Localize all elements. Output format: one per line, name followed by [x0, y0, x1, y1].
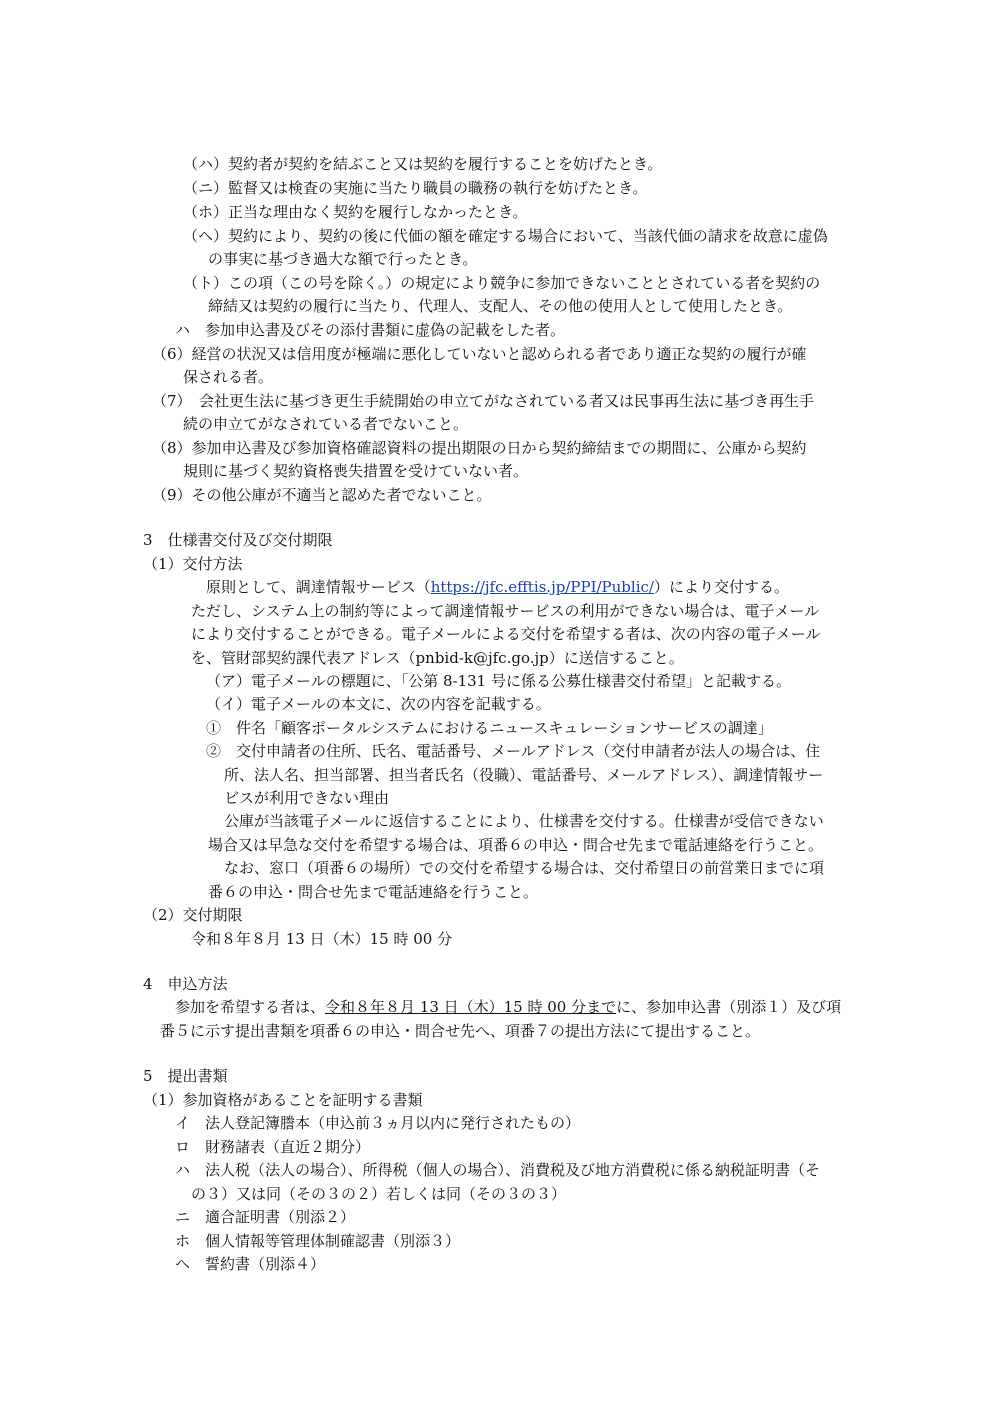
item-to-line1: （ト）この項（この号を除く。）の規定により競争に参加できないこととされている者を契約の	[183, 274, 821, 292]
item-8-line2: 規則に基づく契約資格喪失措置を受けていない者。	[183, 462, 529, 480]
para-text: 参加を希望する者は、	[175, 998, 326, 1016]
item-ho: （ホ）正当な理由なく契約を履行しなかったとき。	[183, 203, 528, 221]
section-3-para-line3: により交付することができる。電子メールによる交付を希望する者は、次の内容の電子メール	[191, 625, 821, 643]
para-text: に、参加申込書（別添１）及び項	[616, 998, 842, 1016]
doc-item-ro: ロ 財務諸表（直近２期分）	[175, 1138, 371, 1156]
section-5-heading: 5 提出書類	[143, 1067, 228, 1085]
item-to-line2: 締結又は契約の履行に当たり、代理人、支配人、その他の使用人として使用したとき。	[208, 297, 793, 315]
doc-item-ni: ニ 適合証明書（別添２）	[175, 1208, 356, 1226]
email-item-2-line2: 所、法人名、担当部署、担当者氏名（役職）、電話番号、メールアドレス）、調達情報サー	[224, 766, 824, 784]
doc-item-he: ヘ 誓約書（別添４）	[175, 1255, 326, 1273]
email-item-2-line1: ② 交付申請者の住所、氏名、電話番号、メールアドレス（交付申請者が法人の場合は、住	[206, 742, 821, 760]
window-para-line1: なお、窓口（項番６の場所）での交付を希望する場合は、交付希望日の前営業日までに項	[224, 859, 825, 877]
doc-item-ha-line1: ハ 法人税（法人の場合）、所得税（個人の場合）、消費税及び地方消費税に係る納税証明書（そ	[175, 1161, 821, 1179]
section-4-heading: 4 申込方法	[143, 975, 228, 993]
item-8-line1: （8）参加申込書及び参加資格確認資料の提出期限の日から契約締結までの期間に、公庫から契約	[152, 439, 807, 457]
item-katakana-ha: ハ 参加申込書及びその添付書類に虚偽の記載をした者。	[175, 321, 566, 339]
item-he-line1: （ヘ）契約により、契約の後に代価の額を確定する場合において、当該代価の請求を故意に虚偽	[183, 227, 828, 245]
doc-item-i: イ 法人登記簿謄本（申込前３ヵ月以内に発行されたもの）	[175, 1114, 581, 1132]
item-ni: （ニ）監督又は検査の実施に当たり職員の職務の執行を妨げたとき。	[183, 179, 648, 197]
procurement-service-link[interactable]: https://jfc.efftis.jp/PPI/Public/	[430, 578, 654, 596]
section-3-para-line2: ただし、システム上の制約等によって調達情報サービスの利用ができない場合は、電子メール	[191, 602, 820, 620]
doc-item-ha-line2: の３）又は同（その３の２）若しくは同（その３の３）	[191, 1185, 567, 1203]
email-item-2-line3: ビスが利用できない理由	[224, 789, 390, 807]
reply-para-line2: 場合又は早急な交付を希望する場合は、項番６の申込・問合せ先まで電話連絡を行うこと。	[208, 836, 824, 854]
window-para-line2: 番６の申込・問合せ先まで電話連絡を行うこと。	[208, 883, 539, 901]
section-5-sub1: （1）参加資格があることを証明する書類	[143, 1091, 423, 1109]
section-4-para-line2: 番５に示す提出書類を項番６の申込・問合せ先へ、項番７の提出方法にて提出すること。	[160, 1022, 761, 1040]
item-9: （9）その他公庫が不適当と認めた者でないこと。	[152, 486, 492, 504]
section-3-para-line1	[206, 576, 789, 598]
email-subject-instruction: （ア）電子メールの標題に、「公第 8-131 号に係る公募仕様書交付希望」と記載する。	[206, 672, 791, 690]
item-6-line2: 保される者。	[183, 368, 274, 386]
item-6-line1: （6）経営の状況又は信用度が極端に悪化していないと認められる者であり適正な契約の履行が確	[152, 345, 807, 363]
item-7-line2: 続の申立てがなされている者でないこと。	[183, 415, 469, 433]
section-3-sub1: （1）交付方法	[143, 555, 243, 573]
section-3-para-line4: を、管財部契約課代表アドレス（pnbid-k@jfc.go.jp）に送信すること。	[191, 649, 684, 667]
item-7-line1: （7） 会社更生法に基づき更生手続開始の申立てがなされている者又は民事再生法に基づき再生手	[152, 392, 815, 410]
email-item-1: ① 件名「顧客ポータルシステムにおけるニュースキュレーションサービスの調達」	[206, 719, 773, 737]
section-3-heading: 3 仕様書交付及び交付期限	[143, 531, 333, 549]
section-4-para-line1	[175, 996, 841, 1018]
para-text: 原則として、調達情報サービス（	[206, 578, 431, 596]
doc-item-ho: ホ 個人情報等管理体制確認書（別添３）	[175, 1232, 461, 1250]
email-body-instruction: （イ）電子メールの本文に、次の内容を記載する。	[206, 695, 551, 713]
issue-deadline: 令和８年８月 13 日（木）15 時 00 分	[191, 930, 453, 948]
application-deadline: 令和８年８月 13 日（木）15 時 00 分まで	[325, 998, 617, 1016]
para-text: ）により交付する。	[653, 578, 789, 596]
section-3-sub2: （2）交付期限	[143, 906, 243, 924]
reply-para-line1: 公庫が当該電子メールに返信することにより、仕様書を交付する。仕様書が受信できない	[224, 812, 824, 830]
item-he-line2: の事実に基づき過大な額で行ったとき。	[208, 250, 478, 268]
item-ha: （ハ）契約者が契約を結ぶこと又は契約を履行することを妨げたとき。	[183, 155, 663, 173]
